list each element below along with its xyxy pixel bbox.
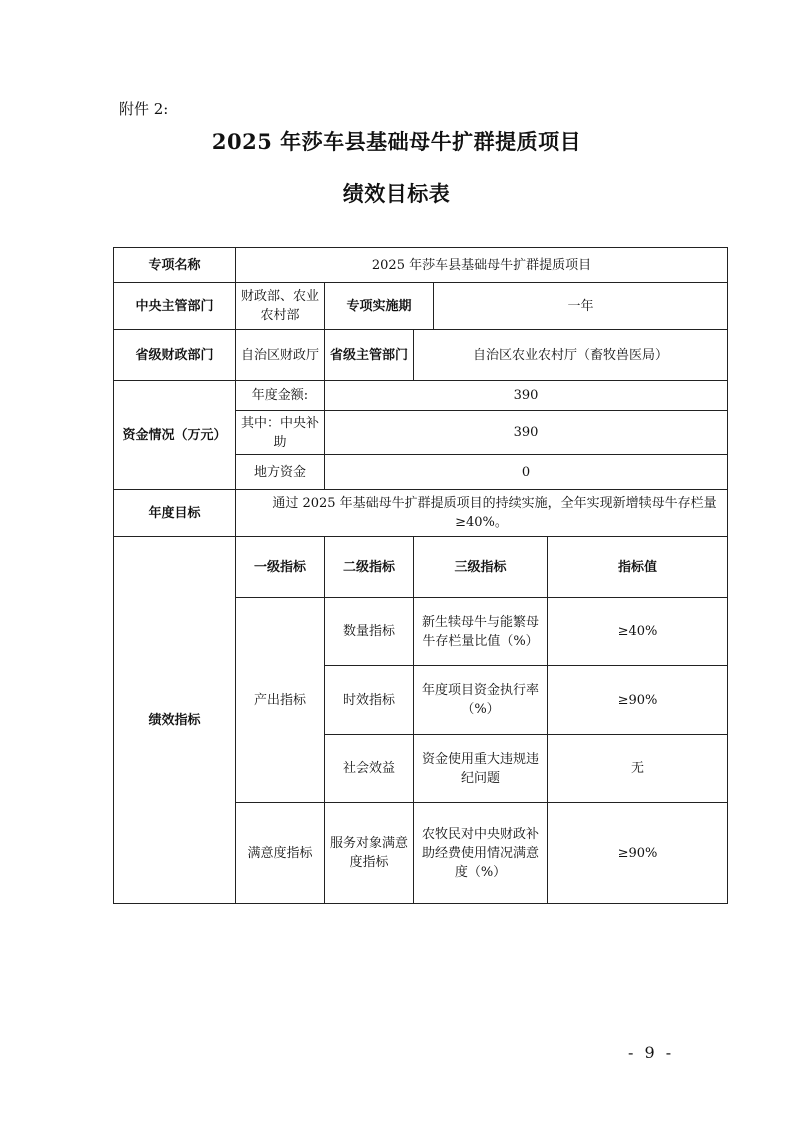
page-subtitle: 绩效目标表 — [342, 181, 451, 206]
timeliness-label: 时效指标 — [325, 666, 414, 735]
central-subsidy-value: 390 — [325, 411, 728, 455]
page-number: - 9 - — [628, 1043, 675, 1062]
quantity-value: ≥40% — [548, 598, 728, 666]
service-value: ≥90% — [548, 803, 728, 904]
social-value: 无 — [548, 735, 728, 803]
col-level2-header: 二级指标 — [325, 537, 414, 598]
annual-amount-label: 年度金额: — [236, 381, 325, 411]
perf-label: 绩效指标 — [114, 537, 236, 904]
annual-goal-label: 年度目标 — [114, 490, 236, 537]
prov-finance-value: 自治区财政厅 — [236, 330, 325, 381]
satisfaction-label: 满意度指标 — [236, 803, 325, 904]
prov-dept-value: 自治区农业农村厅（畜牧兽医局） — [414, 330, 728, 381]
col-level1-header: 一级指标 — [236, 537, 325, 598]
prov-dept-label: 省级主管部门 — [325, 330, 414, 381]
period-label: 专项实施期 — [325, 283, 434, 330]
annual-goal-value: 通过 2025 年基础母牛扩群提质项目的持续实施，全年实现新增犊母牛存栏量≥40%。 — [236, 490, 728, 537]
central-dept-value: 财政部、农业农村部 — [236, 283, 325, 330]
service-desc: 农牧民对中央财政补助经费使用情况满意度（%） — [414, 803, 548, 904]
social-label: 社会效益 — [325, 735, 414, 803]
period-value: 一年 — [434, 283, 728, 330]
project-name-value: 2025 年莎车县基础母牛扩群提质项目 — [236, 248, 728, 283]
attachment-label: 附件 2: — [119, 100, 169, 118]
service-label: 服务对象满意度指标 — [325, 803, 414, 904]
local-funds-label: 地方资金 — [236, 455, 325, 490]
col-value-header: 指标值 — [548, 537, 728, 598]
col-level3-header: 三级指标 — [414, 537, 548, 598]
timeliness-value: ≥90% — [548, 666, 728, 735]
annual-amount-value: 390 — [325, 381, 728, 411]
project-name-label: 专项名称 — [114, 248, 236, 283]
page-title: 2025 年莎车县基础母牛扩群提质项目 — [211, 129, 582, 154]
performance-target-table — [113, 247, 728, 904]
social-desc: 资金使用重大违规违纪问题 — [414, 735, 548, 803]
central-dept-label: 中央主管部门 — [114, 283, 236, 330]
quantity-desc: 新生犊母牛与能繁母牛存栏量比值（%） — [414, 598, 548, 666]
funds-label: 资金情况（万元） — [114, 381, 236, 490]
output-label: 产出指标 — [236, 598, 325, 803]
timeliness-desc: 年度项目资金执行率（%） — [414, 666, 548, 735]
central-subsidy-label: 其中：中央补助 — [236, 411, 325, 455]
prov-finance-label: 省级财政部门 — [114, 330, 236, 381]
local-funds-value: 0 — [325, 455, 728, 490]
quantity-label: 数量指标 — [325, 598, 414, 666]
